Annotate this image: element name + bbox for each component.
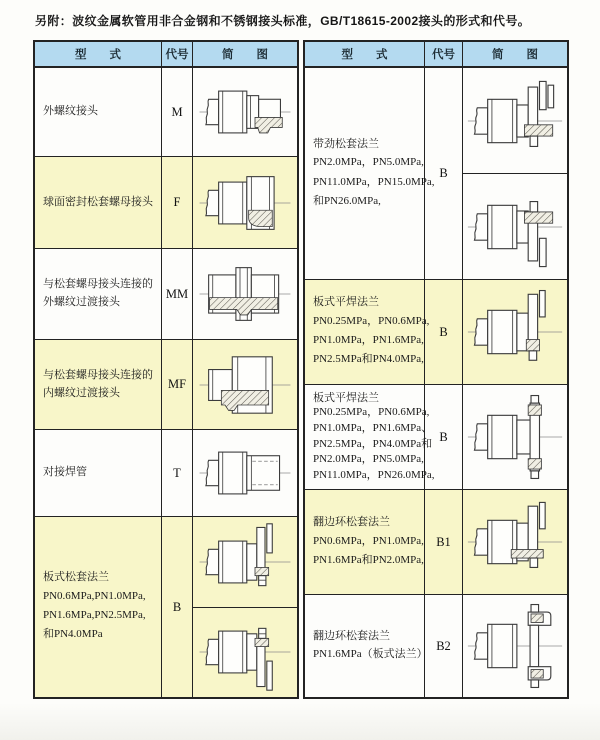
- female-thread-transition-joint-diagram: [196, 345, 294, 425]
- page-title: 另附：波纹金属软管用非合金钢和不锈钢接头标准，GB/T18615-2002接头的形式和代号。: [35, 14, 531, 28]
- table-row: [305, 68, 567, 280]
- joint-name: 带劲松套法兰: [313, 137, 379, 150]
- table-row: [35, 68, 297, 157]
- joint-code-cell: F: [162, 157, 193, 248]
- joint-type-cell: [305, 490, 425, 594]
- pn-rating-line: PN0.6MPa，PN1.0MPa,: [313, 534, 424, 547]
- pn-rating-line: PN11.0MPa，PN15.0MPa,: [313, 175, 435, 188]
- joint-type-cell: [35, 340, 162, 429]
- pn-rating-line: PN2.5MPa和PN4.0MPa,: [313, 353, 424, 366]
- pn-rating-line: PN1.0MPa，PN1.6MPa、: [313, 422, 433, 434]
- column-header-diagram: 简 图: [222, 49, 268, 61]
- diagram-subcell: [463, 68, 567, 174]
- joint-code-cell: T: [162, 430, 193, 516]
- diagram-subcell: [463, 174, 567, 279]
- joint-name: 板式平焊法兰: [313, 391, 379, 404]
- joint-code-cell: M: [162, 68, 193, 156]
- joint-name: 板式平焊法兰: [313, 296, 379, 309]
- pn-rating-line: PN1.0MPa，PN1.6MPa,: [313, 334, 424, 347]
- joint-type-cell: [305, 385, 435, 489]
- joint-name: 翻边环松套法兰: [313, 629, 390, 642]
- table-row: [35, 249, 297, 340]
- joint-code-cell: B2: [425, 595, 463, 697]
- joint-type-cell: [35, 68, 162, 156]
- male-thread-transition-joint-diagram: [196, 254, 294, 334]
- pn-rating-line: PN0.6MPa,PN1.0MPa,: [43, 589, 146, 602]
- plate-loose-flange-down-diagram: [196, 612, 294, 692]
- pn-rating-line: PN0.25MPa，PN0.6MPa,: [313, 314, 430, 327]
- joint-name: 球面密封松套螺母接头: [43, 195, 153, 208]
- plate-weld-flange-diagram: [466, 288, 564, 376]
- table-row: [305, 385, 567, 490]
- joint-diagram-cell: [463, 595, 567, 697]
- joint-code-cell: MF: [162, 340, 193, 429]
- pn-rating-line: PN1.6MPa（板式法兰）: [313, 648, 428, 661]
- joint-type-cell: [35, 517, 162, 697]
- butt-weld-pipe-diagram: [196, 433, 294, 513]
- pn-rating-line: PN2.5MPa，PN4.0MPa和: [313, 437, 433, 450]
- joint-type-cell: [35, 249, 162, 339]
- joint-code-cell: MM: [162, 249, 193, 339]
- pn-rating-line: PN2.0MPa，PN5.0MPa,: [313, 453, 424, 466]
- joint-diagram-cell: [193, 68, 297, 156]
- pn-rating-line: PN1.6MPa,PN2.5MPa,: [43, 609, 146, 622]
- table-row: [35, 517, 297, 697]
- column-header-diagram: 简 图: [492, 49, 538, 61]
- joint-type-cell: [35, 430, 162, 516]
- table-header-row: [35, 42, 297, 68]
- table-row: [305, 280, 567, 385]
- pn-rating-line: PN2.0MPa，PN5.0MPa,: [313, 156, 424, 169]
- pn-rating-line: PN11.0MPa，PN26.0MPa,: [313, 468, 435, 481]
- pn-rating-line: 和PN26.0MPa,: [313, 194, 381, 207]
- table-row: [35, 157, 297, 249]
- joint-diagram-cell: [193, 340, 297, 429]
- joint-code-cell: B: [162, 517, 193, 697]
- neck-loose-flange-up-diagram: [466, 79, 564, 163]
- joint-name: 与松套螺母接头连接的外螺纹过渡接头: [43, 278, 153, 308]
- joint-type-cell: [305, 280, 430, 384]
- column-header-type: 型 式: [305, 42, 425, 66]
- joint-diagram-cell: [463, 385, 567, 489]
- table-row: [35, 430, 297, 517]
- joint-type-cell: [305, 595, 428, 697]
- joint-diagram-cell: [193, 430, 297, 516]
- joint-diagram-cell: [193, 157, 297, 248]
- joint-name: 外螺纹接头: [43, 105, 98, 118]
- joint-tables: [33, 40, 569, 699]
- joint-name: 板式松套法兰: [43, 571, 109, 584]
- joint-diagram-cell: [193, 517, 297, 697]
- joint-code-cell: B: [425, 280, 463, 384]
- table-row: [305, 490, 567, 595]
- column-header-code: 代号: [162, 42, 193, 66]
- column-header-type: 型 式: [35, 42, 162, 66]
- male-threaded-joint-diagram: [196, 72, 294, 152]
- joint-code-cell: B: [425, 385, 463, 489]
- spherical-seal-loose-nut-joint-diagram: [196, 163, 294, 243]
- joint-name: 对接焊管: [43, 466, 87, 479]
- neck-loose-flange-down-diagram: [466, 185, 564, 269]
- flared-ring-loose-flange-plate-type-diagram: [466, 602, 564, 690]
- flared-ring-loose-flange-diagram: [466, 498, 564, 586]
- joint-table-right: [303, 40, 569, 699]
- joint-diagram-cell: [463, 280, 567, 384]
- pn-rating-line: 和PN4.0MPa: [43, 628, 103, 641]
- joint-diagram-cell: [193, 249, 297, 339]
- table-header-row: [305, 42, 567, 68]
- diagram-subcell: [193, 608, 297, 698]
- joint-name: 翻边环松套法兰: [313, 515, 390, 528]
- table-row: [35, 340, 297, 430]
- plate-weld-flange-symmetric-diagram: [466, 393, 564, 481]
- joint-diagram-cell: [463, 490, 567, 594]
- joint-type-cell: [35, 157, 162, 248]
- pn-rating-line: PN0.25MPa，PN0.6MPa,: [313, 406, 430, 419]
- column-header-code: 代号: [425, 42, 463, 66]
- table-row: [305, 595, 567, 697]
- pn-rating-line: PN1.6MPa和PN2.0MPa,: [313, 553, 424, 566]
- joint-code-cell: B: [425, 68, 463, 279]
- joint-table-left: [33, 40, 299, 699]
- joint-name: 与松套螺母接头连接的内螺纹过渡接头: [43, 368, 153, 399]
- plate-loose-flange-up-diagram: [196, 522, 294, 602]
- joint-type-cell: [305, 68, 435, 279]
- joint-code-cell: B1: [425, 490, 463, 594]
- joint-diagram-cell: [463, 68, 567, 279]
- diagram-subcell: [193, 517, 297, 608]
